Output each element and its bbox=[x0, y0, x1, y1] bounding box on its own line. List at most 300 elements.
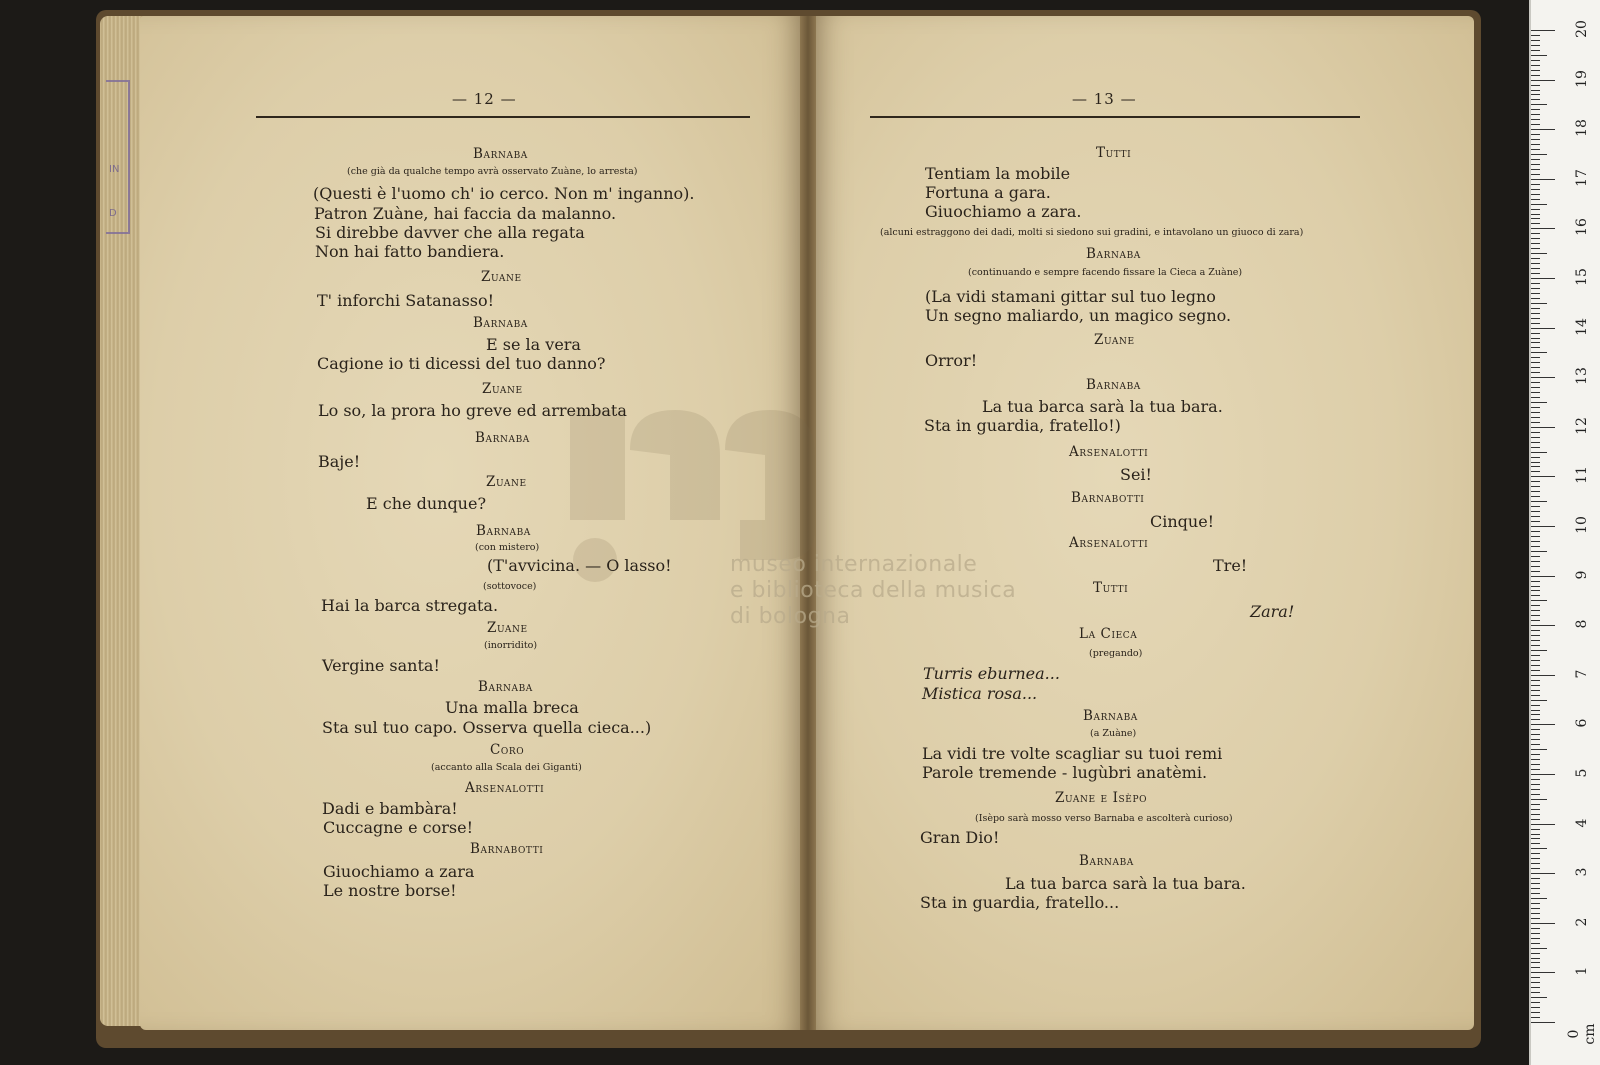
ruler-tick bbox=[1531, 313, 1540, 314]
ruler-tick bbox=[1531, 997, 1547, 998]
ruler-tick bbox=[1531, 457, 1540, 458]
watermark-line: e biblioteca della musica bbox=[730, 578, 1017, 603]
ruler-tick bbox=[1531, 685, 1540, 686]
ruler-tick bbox=[1531, 288, 1540, 289]
ruler-tick bbox=[1531, 422, 1540, 423]
ruler-tick bbox=[1531, 739, 1540, 740]
ruler-tick bbox=[1531, 516, 1540, 517]
ruler-tick bbox=[1531, 496, 1540, 497]
ruler-tick bbox=[1531, 209, 1540, 210]
ruler-tick bbox=[1531, 511, 1540, 512]
ruler-tick bbox=[1531, 90, 1540, 91]
ruler-tick bbox=[1531, 977, 1540, 978]
speaker-name: Barnaba bbox=[1079, 853, 1134, 869]
ruler-tick bbox=[1531, 278, 1555, 279]
ruler-tick bbox=[1531, 853, 1540, 854]
ruler-tick bbox=[1531, 913, 1540, 914]
speaker-name: Zuane bbox=[482, 381, 523, 397]
ruler-tick bbox=[1531, 447, 1540, 448]
ruler-tick bbox=[1531, 695, 1540, 696]
ruler-tick bbox=[1531, 149, 1540, 150]
ruler-tick bbox=[1531, 883, 1540, 884]
ruler-tick bbox=[1531, 273, 1540, 274]
ruler-tick bbox=[1531, 189, 1540, 190]
ruler-tick bbox=[1531, 908, 1540, 909]
ruler-tick bbox=[1531, 571, 1540, 572]
ruler-tick bbox=[1531, 938, 1540, 939]
ruler-tick bbox=[1531, 729, 1540, 730]
ruler-tick bbox=[1531, 531, 1540, 532]
speaker-name: Zuane bbox=[481, 269, 522, 285]
verse-line: Gran Dio! bbox=[920, 828, 1000, 847]
ruler-tick bbox=[1531, 834, 1540, 835]
ruler-tick bbox=[1531, 392, 1540, 393]
ruler-tick bbox=[1531, 442, 1540, 443]
ruler-tick bbox=[1531, 675, 1555, 676]
ruler-number: 3 bbox=[1574, 867, 1590, 877]
ruler-tick bbox=[1531, 700, 1547, 701]
ruler-tick bbox=[1531, 630, 1540, 631]
ruler-tick bbox=[1531, 412, 1540, 413]
ruler-tick bbox=[1531, 367, 1540, 368]
ruler-tick bbox=[1531, 615, 1540, 616]
ruler-tick bbox=[1531, 605, 1540, 606]
ruler-tick bbox=[1531, 174, 1540, 175]
ruler-tick bbox=[1531, 243, 1540, 244]
ruler-tick bbox=[1531, 506, 1540, 507]
ruler-tick bbox=[1531, 233, 1540, 234]
ruler-number: 20 bbox=[1574, 20, 1590, 38]
ruler-tick bbox=[1531, 799, 1547, 800]
ruler-tick bbox=[1531, 377, 1555, 378]
ruler-number: 13 bbox=[1574, 367, 1590, 386]
ruler-tick bbox=[1531, 481, 1540, 482]
ruler-tick bbox=[1531, 323, 1540, 324]
ruler-tick bbox=[1531, 551, 1547, 552]
ruler-tick bbox=[1531, 223, 1540, 224]
ruler-number: 6 bbox=[1574, 718, 1590, 728]
speaker-name: Arsenalotti bbox=[1069, 444, 1149, 460]
speaker-name: Barnaba bbox=[1086, 246, 1141, 262]
ruler-tick bbox=[1531, 253, 1547, 254]
ruler-tick bbox=[1531, 357, 1540, 358]
ruler-tick bbox=[1531, 655, 1540, 656]
stamp-text: D bbox=[109, 208, 117, 219]
verse-line: Cagione io ti dicessi del tuo danno? bbox=[317, 354, 606, 373]
ruler-tick bbox=[1531, 40, 1540, 41]
ruler-tick bbox=[1531, 1012, 1540, 1013]
ruler-tick bbox=[1531, 724, 1555, 725]
ruler-tick bbox=[1531, 139, 1540, 140]
ruler-tick bbox=[1531, 581, 1540, 582]
verse-line: Cuccagne e corse! bbox=[323, 818, 474, 837]
ruler-tick bbox=[1531, 838, 1540, 839]
ruler-tick bbox=[1531, 819, 1540, 820]
stage-direction: (inorridito) bbox=[484, 640, 538, 651]
ruler-tick bbox=[1531, 848, 1547, 849]
ruler-tick bbox=[1531, 784, 1540, 785]
ruler-tick bbox=[1531, 60, 1540, 61]
verse-line: Cinque! bbox=[1150, 512, 1215, 531]
speaker-name: Barnaba bbox=[478, 679, 533, 695]
ruler-tick bbox=[1531, 184, 1540, 185]
verse-line: Lo so, la prora ho greve ed arrembata bbox=[318, 401, 627, 420]
ruler-tick bbox=[1531, 179, 1555, 180]
ruler-tick bbox=[1531, 1017, 1540, 1018]
ruler-tick bbox=[1531, 814, 1540, 815]
ruler-tick bbox=[1531, 263, 1540, 264]
ruler-tick bbox=[1531, 466, 1540, 467]
speaker-name: Barnaba bbox=[473, 146, 528, 162]
stage-direction: (Isèpo sarà mosso verso Barnaba e ascolterà curioso) bbox=[975, 813, 1233, 824]
speaker-name: Coro bbox=[490, 742, 525, 758]
ruler-tick bbox=[1531, 928, 1540, 929]
verse-line: Giuochiamo a zara bbox=[323, 862, 475, 881]
ruler-tick bbox=[1531, 541, 1540, 542]
ruler-number: 2 bbox=[1574, 917, 1590, 927]
ruler-tick bbox=[1531, 308, 1540, 309]
ruler-tick bbox=[1531, 382, 1540, 383]
stage-direction: (con mistero) bbox=[475, 542, 540, 553]
stage-direction: (a Zuàne) bbox=[1090, 728, 1137, 739]
ruler-number: 19 bbox=[1574, 69, 1590, 88]
ruler-tick bbox=[1531, 347, 1540, 348]
speaker-name: Tutti bbox=[1093, 580, 1129, 596]
watermark-line: di bologna bbox=[730, 604, 851, 629]
ruler-tick bbox=[1531, 462, 1540, 463]
ruler-tick bbox=[1531, 918, 1540, 919]
ruler-tick bbox=[1531, 397, 1540, 398]
ruler-tick bbox=[1531, 858, 1540, 859]
ruler-tick bbox=[1531, 94, 1540, 95]
ruler-number: 4 bbox=[1574, 818, 1590, 828]
ruler-tick bbox=[1531, 824, 1555, 825]
speaker-name: Barnaba bbox=[475, 430, 530, 446]
ruler-tick bbox=[1531, 888, 1540, 889]
ruler-tick bbox=[1531, 863, 1540, 864]
ruler-tick bbox=[1531, 744, 1540, 745]
ruler-tick bbox=[1531, 476, 1555, 477]
ruler-tick bbox=[1531, 318, 1540, 319]
verse-line: Mistica rosa... bbox=[922, 684, 1038, 703]
ruler-tick bbox=[1531, 953, 1540, 954]
ruler-tick bbox=[1531, 561, 1540, 562]
ruler-tick bbox=[1531, 843, 1540, 844]
ruler-tick bbox=[1531, 948, 1547, 949]
ruler-tick bbox=[1531, 70, 1540, 71]
ruler-tick bbox=[1531, 595, 1540, 596]
ruler-tick bbox=[1531, 804, 1540, 805]
ruler-tick bbox=[1531, 754, 1540, 755]
verse-line: Sta in guardia, fratello!) bbox=[924, 416, 1121, 435]
speaker-name: Arsenalotti bbox=[1069, 535, 1149, 551]
ruler-number: 10 bbox=[1574, 516, 1590, 534]
ruler-tick bbox=[1531, 923, 1555, 924]
verse-line: Si direbbe davver che alla regata bbox=[315, 223, 585, 242]
ruler-tick bbox=[1531, 625, 1555, 626]
ruler-tick bbox=[1531, 45, 1540, 46]
ruler-tick bbox=[1531, 407, 1540, 408]
ruler-tick bbox=[1531, 293, 1540, 294]
ruler-tick bbox=[1531, 873, 1555, 874]
ruler-tick bbox=[1531, 134, 1540, 135]
speaker-name: Barnaba bbox=[1083, 708, 1138, 724]
speaker-name: Tutti bbox=[1096, 145, 1132, 161]
ruler-tick bbox=[1531, 501, 1547, 502]
speaker-name: Barnaba bbox=[473, 315, 528, 331]
ruler-tick bbox=[1531, 144, 1540, 145]
ruler-tick bbox=[1531, 759, 1540, 760]
ruler-tick bbox=[1531, 109, 1540, 110]
ruler-tick bbox=[1531, 248, 1540, 249]
ruler-tick bbox=[1531, 868, 1540, 869]
ruler-tick bbox=[1531, 1007, 1540, 1008]
ruler-tick bbox=[1531, 962, 1540, 963]
ruler-tick bbox=[1531, 303, 1547, 304]
ruler-tick bbox=[1531, 710, 1540, 711]
speaker-name: La Cieca bbox=[1079, 626, 1138, 642]
library-stamp bbox=[106, 80, 130, 234]
page-number: — 13 — bbox=[1072, 90, 1137, 108]
ruler-number: 7 bbox=[1574, 669, 1590, 679]
verse-line: Turris eburnea... bbox=[923, 664, 1060, 683]
ruler-tick bbox=[1531, 714, 1540, 715]
ruler-tick bbox=[1531, 556, 1540, 557]
stage-direction: (alcuni estraggono dei dadi, molti si siedono sui gradini, e intavolano un giuoco di zara) bbox=[880, 227, 1304, 238]
ruler-tick bbox=[1531, 576, 1555, 577]
ruler-tick bbox=[1531, 104, 1547, 105]
ruler-tick bbox=[1531, 80, 1555, 81]
ruler-tick bbox=[1531, 958, 1540, 959]
ruler-tick bbox=[1531, 992, 1540, 993]
ruler-tick bbox=[1531, 690, 1540, 691]
ruler-tick bbox=[1531, 764, 1540, 765]
ruler-tick bbox=[1531, 486, 1540, 487]
verse-line: E che dunque? bbox=[366, 494, 487, 513]
ruler-tick bbox=[1531, 610, 1540, 611]
ruler-tick bbox=[1531, 417, 1540, 418]
ruler-tick bbox=[1531, 670, 1540, 671]
header-rule bbox=[256, 116, 750, 118]
ruler-tick bbox=[1531, 933, 1540, 934]
watermark-line: museo internazionale bbox=[730, 552, 978, 577]
ruler-tick bbox=[1531, 452, 1547, 453]
ruler-tick bbox=[1531, 164, 1540, 165]
ruler-tick bbox=[1531, 268, 1540, 269]
verse-line: (Questi è l'uomo ch' io cerco. Non m' inganno). bbox=[313, 184, 695, 203]
ruler-unit-label: 0 cm bbox=[1566, 1023, 1598, 1045]
speaker-name: Zuane e Isèpo bbox=[1055, 790, 1148, 806]
ruler-tick bbox=[1531, 660, 1540, 661]
verse-line: Zara! bbox=[1250, 602, 1295, 621]
ruler-tick bbox=[1531, 774, 1555, 775]
ruler-tick bbox=[1531, 546, 1540, 547]
speaker-name: Barnaba bbox=[1086, 377, 1141, 393]
verse-line: Patron Zuàne, hai faccia da malanno. bbox=[314, 204, 617, 223]
ruler-tick bbox=[1531, 333, 1540, 334]
ruler-tick bbox=[1531, 65, 1540, 66]
ruler-tick bbox=[1531, 1002, 1540, 1003]
book-gutter bbox=[800, 16, 816, 1030]
ruler-tick bbox=[1531, 566, 1540, 567]
verse-line: La tua barca sarà la tua bara. bbox=[982, 397, 1223, 416]
ruler-number: 16 bbox=[1574, 218, 1590, 237]
ruler-tick bbox=[1531, 794, 1540, 795]
ruler-tick bbox=[1531, 228, 1555, 229]
ruler-tick bbox=[1531, 238, 1540, 239]
ruler-tick bbox=[1531, 342, 1540, 343]
stage-direction: (pregando) bbox=[1089, 648, 1143, 659]
speaker-name: Barnaba bbox=[476, 523, 531, 539]
ruler-tick bbox=[1531, 85, 1540, 86]
ruler-tick bbox=[1531, 769, 1540, 770]
ruler-number: 9 bbox=[1574, 570, 1590, 580]
ruler-tick bbox=[1531, 204, 1547, 205]
ruler-tick bbox=[1531, 218, 1540, 219]
ruler-tick bbox=[1531, 526, 1555, 527]
ruler-tick bbox=[1531, 362, 1540, 363]
ruler-tick bbox=[1531, 809, 1540, 810]
ruler-tick bbox=[1531, 650, 1547, 651]
ruler-tick bbox=[1531, 987, 1540, 988]
ruler-tick bbox=[1531, 214, 1540, 215]
ruler-tick bbox=[1531, 972, 1555, 973]
ruler-tick bbox=[1531, 779, 1540, 780]
ruler-number: 18 bbox=[1574, 119, 1590, 138]
ruler-tick bbox=[1531, 590, 1540, 591]
verse-line: Sta sul tuo capo. Osserva quella cieca...) bbox=[322, 718, 652, 737]
ruler-tick bbox=[1531, 258, 1540, 259]
ruler-tick bbox=[1531, 114, 1540, 115]
ruler-tick bbox=[1531, 372, 1540, 373]
ruler-tick bbox=[1531, 536, 1540, 537]
ruler-tick bbox=[1531, 298, 1540, 299]
ruler-tick bbox=[1531, 35, 1540, 36]
ruler-tick bbox=[1531, 586, 1540, 587]
ruler-number: 11 bbox=[1574, 466, 1590, 485]
speaker-name: Barnabotti bbox=[470, 841, 544, 857]
ruler-tick bbox=[1531, 600, 1547, 601]
ruler-tick bbox=[1531, 878, 1540, 879]
ruler-tick bbox=[1531, 169, 1540, 170]
ruler-tick bbox=[1531, 829, 1540, 830]
verse-line: Le nostre borse! bbox=[323, 881, 457, 900]
ruler-tick bbox=[1531, 943, 1540, 944]
ruler-number: 15 bbox=[1574, 268, 1590, 286]
speaker-name: Zuane bbox=[486, 474, 527, 490]
ruler-tick bbox=[1531, 982, 1540, 983]
verse-line: Parole tremende - lugùbri anatèmi. bbox=[922, 763, 1208, 782]
verse-line: Fortuna a gara. bbox=[925, 183, 1051, 202]
ruler-tick bbox=[1531, 283, 1540, 284]
verse-line: La tua barca sarà la tua bara. bbox=[1005, 874, 1246, 893]
verse-line: T' inforchi Satanasso! bbox=[317, 291, 495, 310]
verse-line: Vergine santa! bbox=[322, 656, 440, 675]
verse-line: (T'avvicina. — O lasso! bbox=[487, 556, 672, 575]
ruler-tick bbox=[1531, 635, 1540, 636]
speaker-name: Arsenalotti bbox=[465, 780, 545, 796]
ruler-tick bbox=[1531, 734, 1540, 735]
stage-direction: (accanto alla Scala dei Giganti) bbox=[431, 762, 582, 773]
verse-line: Sta in guardia, fratello... bbox=[920, 893, 1120, 912]
ruler-tick bbox=[1531, 645, 1540, 646]
verse-line: (La vidi stamani gittar sul tuo legno bbox=[925, 287, 1216, 306]
ruler-tick bbox=[1531, 194, 1540, 195]
ruler-tick bbox=[1531, 432, 1540, 433]
ruler-tick bbox=[1531, 30, 1555, 31]
ruler-tick bbox=[1531, 437, 1540, 438]
stage-direction: (continuando e sempre facendo fissare la Cieca a Zuàne) bbox=[968, 267, 1243, 278]
ruler-tick bbox=[1531, 119, 1540, 120]
ruler-tick bbox=[1531, 521, 1540, 522]
measurement-ruler bbox=[1529, 0, 1600, 1065]
ruler-tick bbox=[1531, 471, 1540, 472]
verse-line: Orror! bbox=[925, 351, 978, 370]
verse-line: Dadi e bambàra! bbox=[322, 799, 458, 818]
ruler-tick bbox=[1531, 75, 1540, 76]
verse-line: Giuochiamo a zara. bbox=[925, 202, 1082, 221]
ruler-tick bbox=[1531, 705, 1540, 706]
ruler-tick bbox=[1531, 55, 1547, 56]
verse-line: E se la vera bbox=[486, 335, 581, 354]
speaker-name: Zuane bbox=[1094, 332, 1135, 348]
ruler-number: 1 bbox=[1574, 966, 1590, 976]
ruler-tick bbox=[1531, 352, 1547, 353]
ruler-number: 8 bbox=[1574, 619, 1590, 629]
verse-line: Sei! bbox=[1120, 465, 1152, 484]
stage-direction: (che già da qualche tempo avrà osservato Zuàne, lo arresta) bbox=[347, 166, 638, 177]
ruler-tick bbox=[1531, 1022, 1555, 1023]
ruler-tick bbox=[1531, 99, 1540, 100]
stage-direction: (sottovoce) bbox=[483, 581, 537, 592]
ruler-tick bbox=[1531, 491, 1540, 492]
ruler-tick bbox=[1531, 154, 1547, 155]
ruler-tick bbox=[1531, 620, 1540, 621]
ruler-tick bbox=[1531, 789, 1540, 790]
ruler-tick bbox=[1531, 719, 1540, 720]
verse-line: Un segno maliardo, un magico segno. bbox=[925, 306, 1232, 325]
ruler-number: 17 bbox=[1574, 168, 1590, 187]
ruler-tick bbox=[1531, 967, 1540, 968]
ruler-tick bbox=[1531, 749, 1547, 750]
ruler-tick bbox=[1531, 328, 1555, 329]
ruler-number: 14 bbox=[1574, 317, 1590, 336]
ruler-tick bbox=[1531, 893, 1540, 894]
ruler-tick bbox=[1531, 338, 1540, 339]
verse-line: Hai la barca stregata. bbox=[321, 596, 499, 615]
ruler-number: 5 bbox=[1574, 768, 1590, 778]
ruler-tick bbox=[1531, 199, 1540, 200]
header-rule bbox=[870, 116, 1360, 118]
ruler-tick bbox=[1531, 665, 1540, 666]
ruler-tick bbox=[1531, 159, 1540, 160]
speaker-name: Barnabotti bbox=[1071, 490, 1145, 506]
ruler-tick bbox=[1531, 898, 1547, 899]
verse-line: La vidi tre volte scagliar su tuoi remi bbox=[922, 744, 1223, 763]
ruler-tick bbox=[1531, 427, 1555, 428]
verse-line: Tre! bbox=[1213, 556, 1248, 575]
verse-line: Tentiam la mobile bbox=[925, 164, 1071, 183]
ruler-tick bbox=[1531, 640, 1540, 641]
verse-line: Non hai fatto bandiera. bbox=[315, 242, 505, 261]
verse-line: Baje! bbox=[318, 452, 361, 471]
ruler-tick bbox=[1531, 129, 1555, 130]
ruler-number: 12 bbox=[1574, 416, 1590, 435]
ruler-tick bbox=[1531, 402, 1547, 403]
ruler-tick bbox=[1531, 50, 1540, 51]
page-number: — 12 — bbox=[452, 90, 517, 108]
verse-line: Una malla breca bbox=[445, 698, 579, 717]
